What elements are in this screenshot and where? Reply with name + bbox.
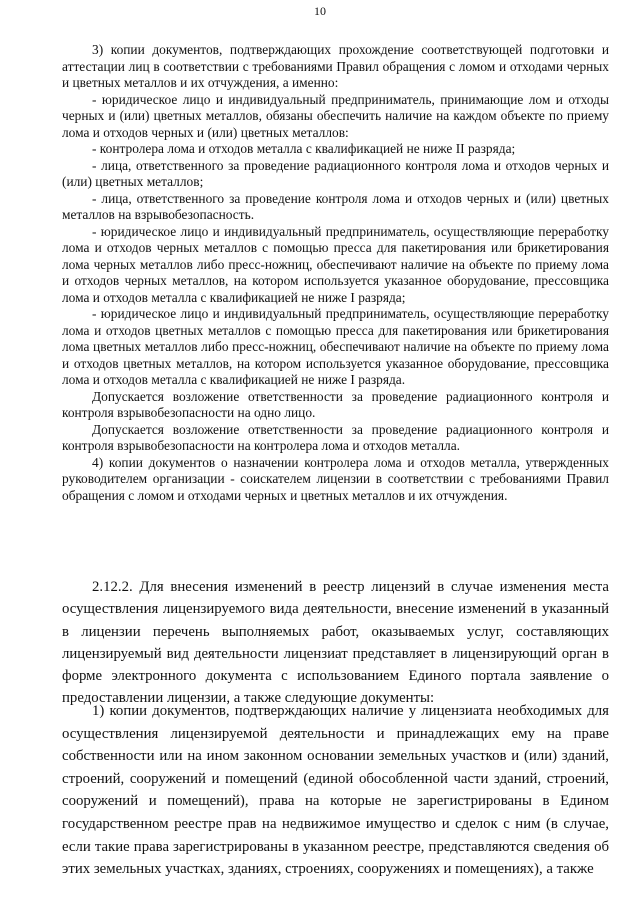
page-number: 10 — [314, 4, 326, 18]
paragraph-item-4: 4) копии документов о назначении контролера лома и отходов металла, утвержденных руководителем организации - соискателем лицензии в соответствии с требованиями Правил обращения с ломом и отходами черных и цветных металлов и их отчуждения. — [62, 454, 609, 503]
small-text-block — [62, 42, 609, 504]
paragraph-bullet-controller: - контролера лома и отходов металла с квалификацией не ниже II разряда; — [92, 141, 516, 156]
paragraph-2-12-2: 2.12.2. Для внесения изменений в реестр лицензий в случае изменения места осуществления лицензируемого вида деятельности, внесение изменений в указанный в лицензии перечень выполняемых работ, оказываемых услуг, составляющих лицензируемый вид деятельности лицензиат представляет в лицензирующий орган в форме электронного документа с использованием Единого портала заявление о предоставлении лицензии, а также следующие документы: — [62, 579, 609, 707]
paragraph-controller-responsibility: Допускается возложение ответственности за проведение радиационного контроля и контроля взрывобезопасности на контролера лома и отходов металла. — [62, 421, 609, 453]
paragraph-bullet-explosion: - лица, ответственного за проведение контроля лома и отходов черных и (или) цветных металлов на взрывобезопасность. — [62, 190, 609, 222]
item-1-block — [62, 700, 609, 881]
paragraph-item-1: 1) копии документов, подтверждающих наличие у лицензиата необходимых для осуществления лицензируемой деятельности и принадлежащих ему на праве собственности или на ином законном основании земельных участков и (или) зданий, строений, сооружений и помещений (единой обособленной части зданий, строений, сооружений и помещений), права на которые не зарегистрированы в Едином государственном реестре прав на недвижимое имущество и сделок с ним (в случае, если такие права зарегистрированы в указанном реестре, представляются сведения об этих земельных участках, зданиях, строениях, сооружениях и помещениях), а также — [62, 703, 609, 878]
paragraph-bullet-ferrous-press: - юридическое лицо и индивидуальный предприниматель, осуществляющие переработку лома и отходов черных металлов с помощью пресса для пакетирования или брикетирования лома черных металлов либо пресс-ножниц, обеспечивают наличие на объекте по приему лома и отходов черных металлов, на котором используется указанное оборудование, прессовщика лома и отходов металла с квалификацией не ниже I разряда; — [62, 223, 609, 305]
paragraph-item-3: 3) копии документов, подтверждающих прохождение соответствующей подготовки и аттестации лиц в соответствии с требованиями Правил обращения с ломом и отходами черных и цветных металлов и их отчуждения, а именно: — [62, 42, 609, 90]
paragraph-one-person: Допускается возложение ответственности за проведение радиационного контроля и контроля взрывобезопасности на одно лицо. — [62, 388, 609, 420]
paragraph-bullet-radiation: - лица, ответственного за проведение радиационного контроля лома и отходов черных и (или) цветных металлов; — [62, 157, 609, 189]
section-2-12-2 — [62, 576, 609, 710]
paragraph-bullet-obligation: - юридическое лицо и индивидуальный предприниматель, принимающие лом и отходы черных и (или) цветных металлов, обязаны обеспечить наличие на каждом объекте по приему лома и отходов черных и (или) цветных металлов: — [62, 91, 609, 140]
paragraph-bullet-nonferrous-press: - юридическое лицо и индивидуальный предприниматель, осуществляющие переработку лома и отходов цветных металлов с помощью пресса для пакетирования или брикетирования лома цветных металлов либо пресс-ножниц, обеспечивают наличие на объекте по приему лома и отходов цветных металлов, на котором используется указанное оборудование, прессовщика лома и отходов металла с квалификацией не ниже I разряда. — [62, 306, 609, 387]
